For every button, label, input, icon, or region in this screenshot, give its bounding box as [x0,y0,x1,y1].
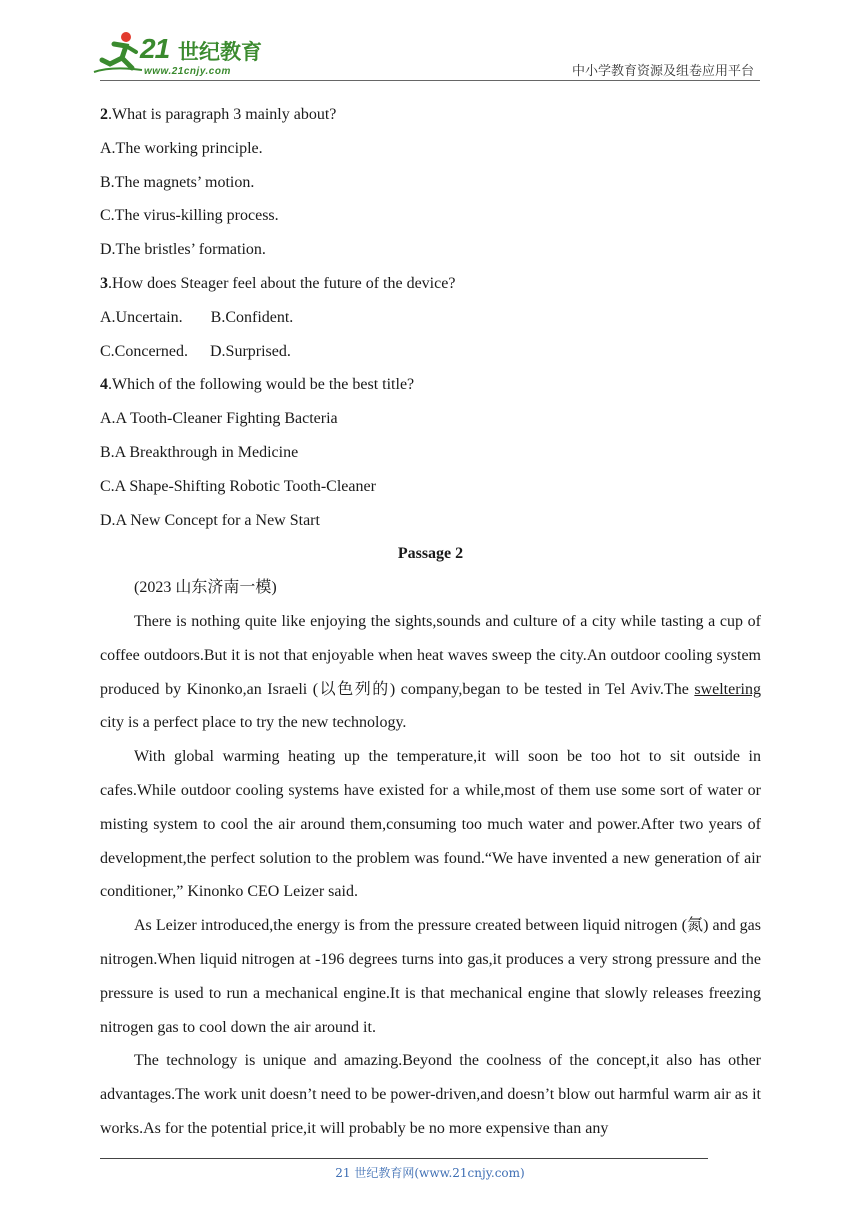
page-footer[interactable]: 21 世纪教育网(www.21cnjy.com) [335,1166,525,1180]
option-b: B.A Breakthrough in Medicine [100,443,299,461]
question-3 [100,267,761,301]
paragraph-4: The technology is unique and amazing.Beyond the coolness of the concept,it also has other advantages.The work unit doesn’t need to be power-driven,and doesn’t blow out harmful warm air as it works.As for the potential price,it will probably be no more expensive than any [100,1052,761,1137]
option-a: A.The working principle. [100,139,263,157]
passage-source: (2023 山东济南一模) [134,579,277,597]
passage-title: Passage 2 [397,545,464,563]
option-b: B.Confident. [210,308,294,326]
question-text: .What is paragraph 3 mainly about? [108,106,337,123]
runner-icon [92,30,144,76]
option-a: A.Uncertain. [100,308,183,326]
option-a: A.A Tooth-Cleaner Fighting Bacteria [100,410,338,428]
question-number: 4 [100,376,108,394]
logo-url: www.21cnjy.com [144,66,231,77]
question-4 [100,368,761,402]
platform-name: 中小学教育资源及组卷应用平台 [571,64,754,79]
paragraph-2: With global warming heating up the temperature,it will soon be too hot to sit outside in cafes.While outdoor cooling systems have existed for a while,most of them use some sort of water or misting system to cool the air around them,consuming too much water and power.After two years of development,the perfect solution to the problem was found.“We have invented a new generation of air conditioner,” Kinonko CEO Leizer said. [100,748,761,901]
options-row-ab [100,301,761,335]
footer-divider [100,1158,708,1159]
option-c: C.The virus-killing process. [100,207,279,225]
paragraph-text: There is nothing quite like enjoying the sights,sounds and culture of a city while tasting a cup of coffee outdoors.But it is not that enjoyable when heat waves sweep the city.An outdoor cooling system produced by Kinonko,an Israeli (以色列的) company,began to be tested in Tel Aviv.The [100,612,761,698]
option-b: B.The magnets’ motion. [100,173,255,191]
site-logo[interactable] [92,30,262,80]
option-d: D.The bristles’ formation. [100,241,266,259]
question-text: .Which of the following would be the best title? [108,376,415,394]
question-2 [100,98,761,132]
underlined-word: sweltering [694,680,761,698]
option-c: C.Concerned. [100,342,188,360]
option-c: C.A Shape-Shifting Robotic Tooth-Cleaner [100,477,376,495]
options-row-cd [100,335,761,369]
question-number: 2 [100,106,108,123]
paragraph-1 [100,605,761,740]
document-body [100,98,761,1146]
question-text: .How does Steager feel about the future of the device? [108,274,456,292]
header-divider [100,80,760,81]
logo-text: 世纪教育 [178,40,262,64]
question-number: 3 [100,274,108,292]
option-d: D.Surprised. [209,342,291,360]
option-d: D.A New Concept for a New Start [100,511,320,529]
page-header [0,0,860,90]
paragraph-text: city is a perfect place to try the new technology. [100,714,407,732]
paragraph-3: As Leizer introduced,the energy is from the pressure created between liquid nitrogen (氮) and gas nitrogen.When liquid nitrogen at -196 degrees turns into gas,it produces a very strong pressure and the pressure is used to run a mechanical engine.It is that mechanical engine that slowly releases freezing nitrogen gas to cool down the air around it. [100,917,761,1036]
logo-number: 21 [140,33,170,64]
